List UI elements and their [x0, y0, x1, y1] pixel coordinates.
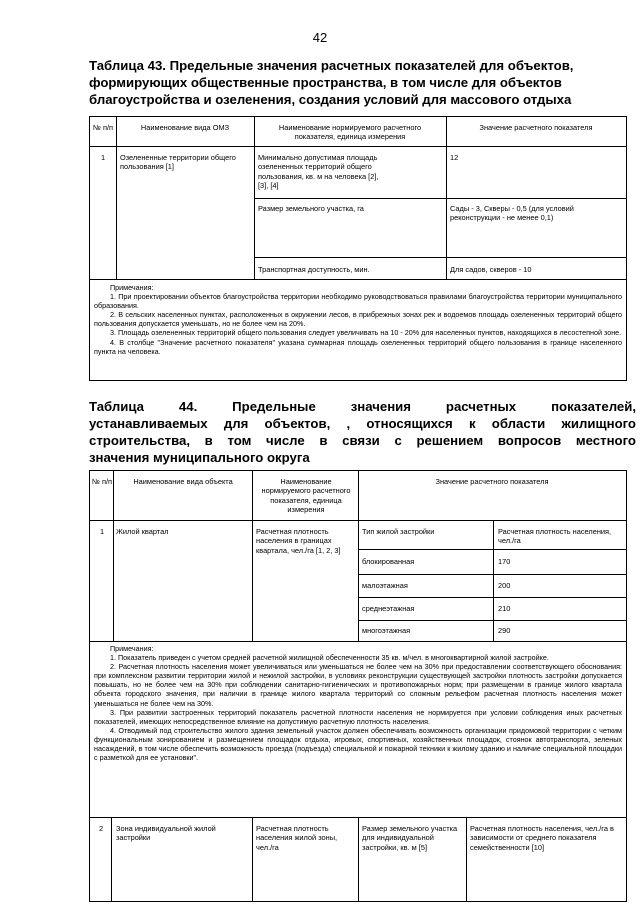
note-item: 1. При проектировании объектов благоустройства территории необходимо руководствоваться правилами благоустройства территории муниципального образования.: [94, 292, 622, 311]
table-44-heading-line: строительства, в том числе в связи с решением вопросов местного: [89, 433, 636, 448]
table-43-heading-line: Таблица 43. Предельные значения расчетных показателей для объектов,: [89, 58, 574, 73]
header-value: Значение расчетного показателя: [435, 477, 549, 486]
row-param: Размер земельного участка для индивидуальной застройки, кв. м [5]: [362, 824, 458, 852]
density-type: блокированная: [362, 557, 415, 566]
table-line: [113, 471, 114, 641]
table-line: [254, 257, 626, 258]
density-value: 170: [498, 557, 511, 566]
table-43: [89, 116, 627, 381]
row-num: 1: [100, 153, 106, 162]
row-indicator: Размер земельного участка, га: [258, 204, 364, 213]
notes-title: Примечания:: [110, 644, 154, 653]
density-type: среднеэтажная: [362, 604, 415, 613]
header-indicator: Наименование нормируемого расчетного показателя, единица измерения: [278, 123, 422, 142]
row-num: 1: [99, 527, 105, 536]
density-type: малоэтажная: [362, 581, 408, 590]
density-value: 290: [498, 626, 511, 635]
subheader-type: Тип жилой застройки: [362, 527, 435, 536]
note-item: 3. При развитии застроенных территорий показатель расчетной плотности населения не нормируется при условии соблюдения иных расчетных показателей, имеющих непосредственное влияние на допустимую расчетную плотность населения.: [94, 707, 622, 726]
note-item: 4. В столбце "Значение расчетного показателя" указана суммарная площадь озелененных территорий общего пользования в границе населенного пункта на человека.: [94, 337, 622, 356]
table-44-notes: [94, 644, 622, 762]
table-line: [466, 817, 467, 901]
table-line: [254, 198, 626, 199]
row-value: Расчетная плотность населения, чел./га в зависимости от среднего показателя семейственности [10]: [470, 824, 614, 852]
density-value: 200: [498, 581, 511, 590]
table-line: [116, 117, 117, 279]
table-line: [252, 817, 253, 901]
table-line: [493, 520, 494, 641]
table-line: [358, 471, 359, 641]
notes-title: Примечания:: [110, 283, 154, 292]
row-indicator: Расчетная плотность населения в границах квартала, чел./га [1, 2, 3]: [256, 527, 341, 555]
header-value: Значение расчетного показателя: [479, 123, 593, 132]
table-line: [90, 146, 626, 147]
table-line: [90, 279, 626, 280]
row-indicator: Расчетная плотность населения жилой зоны, чел./га: [256, 824, 338, 852]
table-line: [254, 117, 255, 279]
table-43-heading-line: благоустройства и озеленения, создания условий для массового отдыха: [89, 92, 572, 107]
table-line: [358, 620, 626, 621]
row-value: 12: [450, 153, 459, 162]
table-43-heading: [89, 57, 636, 108]
row-num: 2: [98, 824, 104, 833]
note-item: 2. Расчетная плотность населения может увеличиваться или уменьшаться не более чем на 30% при предоставлении соответствующего обоснования: при комплексном развитии территории жилой и нежилой застройки, в условиях реконструкции существующей застройки плотность застройки допускается повышать, но не более чем на 30% при соблюдении санитарно-гигиенических и противопожарных норм; при размещении в границе жилого квартала объекта городского значения, при наличии в границе жилого квартала территорий со сложным рельефом расчетная плотность населения может уменьшаться не более чем на 30%.: [94, 662, 622, 708]
page-number: 42: [312, 30, 328, 45]
note-item: 2. В сельских населенных пунктах, расположенных в окружении лесов, в прибрежных зонах рек и водоемов площадь озелененных территорий общего пользования допускается уменьшать, но не более чем на 20%.: [94, 310, 622, 329]
note-item: 3. Площадь озелененных территорий общего пользования следует увеличивать на 10 - 20% для населенных пунктов, находящихся в лесостепной зоне.: [110, 328, 622, 338]
header-name: Наименование вида объекта: [133, 477, 233, 486]
table-44-heading-line: устанавливаемых для объектов, , относящихся к области жилищного: [89, 416, 636, 431]
header-num: № п/п: [92, 123, 114, 132]
density-value: 210: [498, 604, 511, 613]
table-line: [358, 549, 626, 550]
note-item: 1. Показатель приведен с учетом средней расчетной жилищной обеспеченности 35 кв. м/чел. в многоквартирной жилой застройке.: [110, 653, 549, 663]
row-value: Сады - 3, Скверы - 0,5 (для условий реконструкции - не менее 0,1): [450, 204, 574, 223]
table-line: [90, 641, 626, 642]
row-indicator: Минимально допустимая площадь озелененных территорий общего пользования, кв. м на человека [2], [3], [4]: [258, 153, 379, 190]
subheader-density: Расчетная плотность населения, чел./га: [498, 527, 612, 546]
header-indicator: Наименование нормируемого расчетного показателя, единица измерения: [261, 477, 351, 514]
note-item: 4. Отводимый под строительство жилого здания земельный участок должен обеспечивать возможность организации придомовой территории с четким функциональным зонированием и размещением площадок отдыха, игровых, спортивных, хозяйственных площадок, стоянок автотранспорта, зеленых насаждений, в том числе обеспечить возможность проезда (подъезда) специальной и пожарной техники к жилому зданию и наличие специальной площадки с разметкой для ее установки".: [94, 725, 622, 763]
header-num: № п/п: [91, 477, 113, 486]
table-line: [446, 117, 447, 279]
table-line: [358, 597, 626, 598]
table-44-heading-line: значения муниципального округа: [89, 450, 310, 465]
row-name: Озелененные территории общего пользования [1]: [120, 153, 236, 172]
row-indicator: Транспортная доступность, мин.: [258, 265, 370, 274]
table-44: [89, 470, 627, 902]
table-line: [358, 574, 626, 575]
table-line: [358, 817, 359, 901]
row-name: Зона индивидуальной жилой застройки: [116, 824, 216, 843]
row-name: Жилой квартал: [116, 527, 169, 536]
table-line: [111, 817, 112, 901]
table-44-heading: [89, 398, 636, 466]
table-43-heading-line: формирующих общественные пространства, в том числе для объектов: [89, 75, 562, 90]
table-line: [252, 471, 253, 641]
table-44-heading-line: Таблица 44. Предельные значения расчетных показателей,: [89, 399, 636, 414]
density-type: многоэтажная: [362, 626, 411, 635]
header-name: Наименование вида ОМЗ: [140, 123, 230, 132]
table-43-notes: [94, 283, 622, 356]
row-value: Для садов, скверов - 10: [450, 265, 532, 274]
